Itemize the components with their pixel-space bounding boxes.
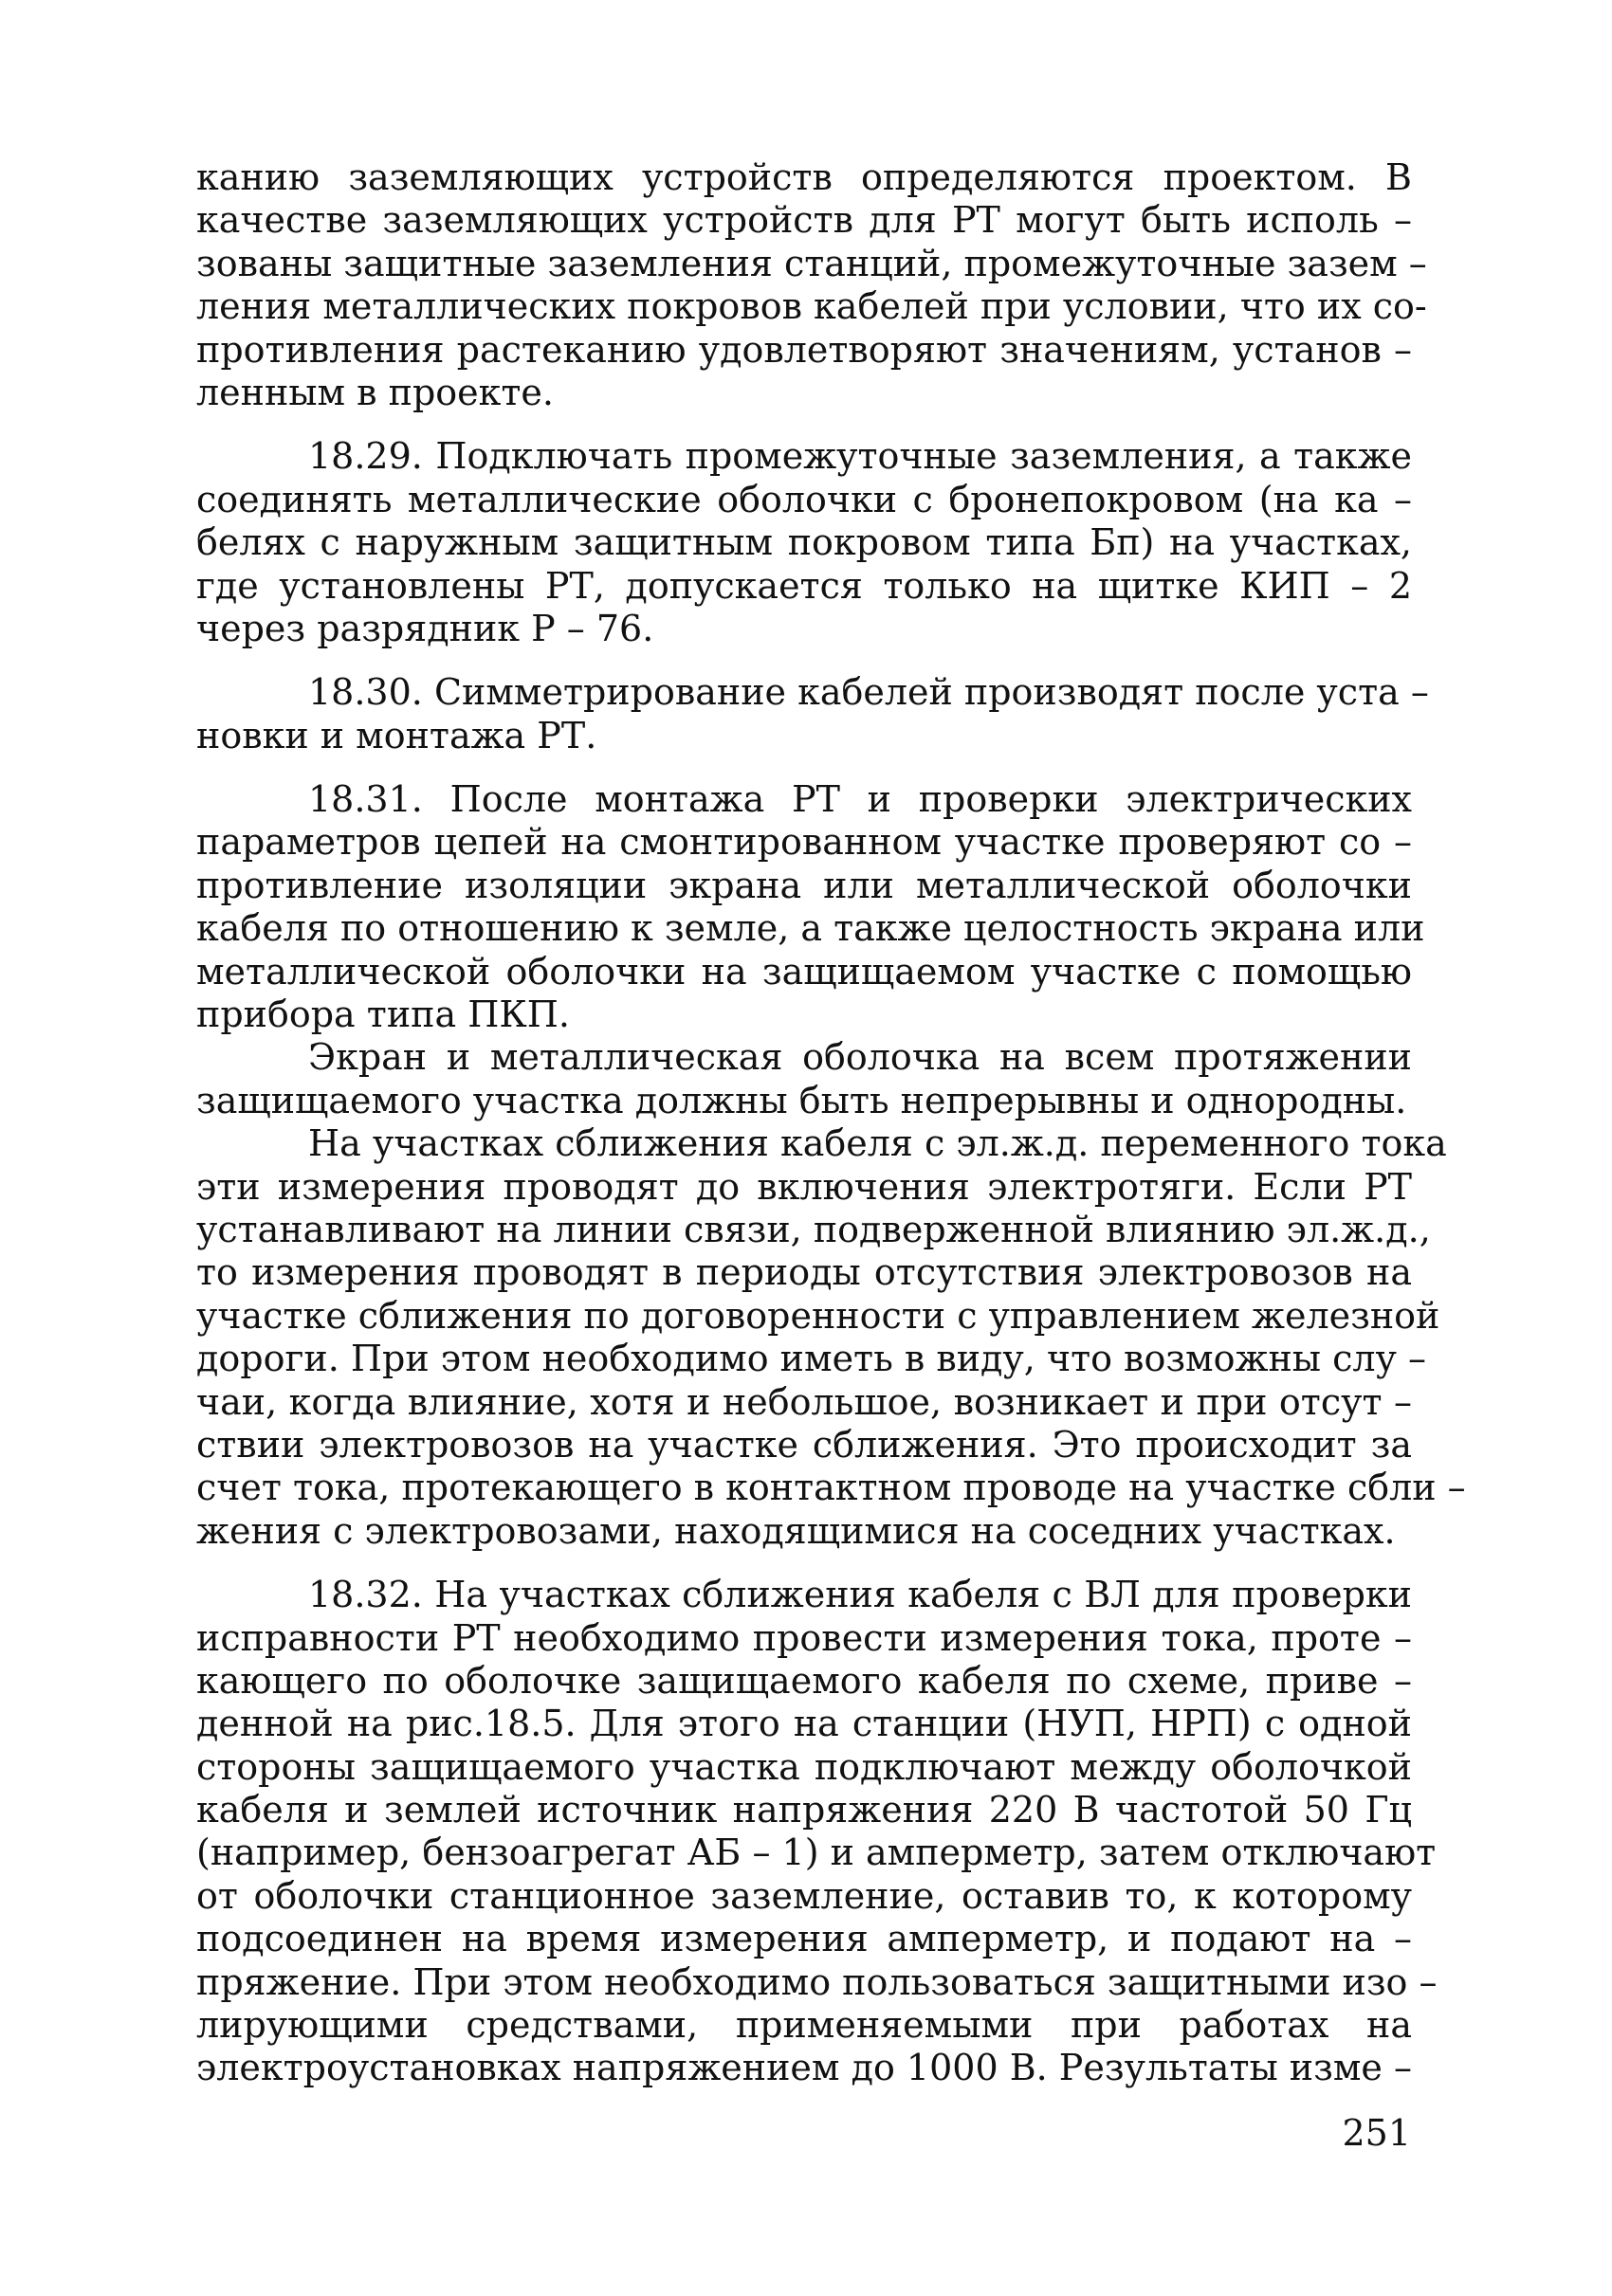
text-line: устанавливают на линии связи, подверженной влиянию эл.ж.д.,	[196, 1208, 1431, 1250]
text-line: пряжение. При этом необходимо пользоваться защитными изо –	[196, 1960, 1438, 2003]
text-line: через разрядник Р – 76.	[196, 607, 654, 649]
text-line: канию заземляющих устройств определяются проектом. В	[196, 156, 1412, 198]
text-line: 18.31. После монтажа РТ и проверки электрических	[308, 778, 1412, 821]
text-line: зованы защитные заземления станций, промежуточные зазем –	[196, 242, 1427, 284]
text-line: кабеля по отношению к земле, а также целостность экрана или	[196, 907, 1425, 950]
text-line: 18.29. Подключать промежуточные заземления, а также	[308, 435, 1412, 478]
paragraph-gap	[196, 1553, 1412, 1574]
text-line: подсоединен на время измерения амперметр, и подают на –	[196, 1918, 1412, 1960]
text-line: чаи, когда влияние, хотя и небольшое, возникает и при отсут –	[196, 1380, 1412, 1423]
text-line: стороны защищаемого участка подключают между оболочкой	[196, 1745, 1412, 1788]
text-line: эти измерения проводят до включения электротяги. Если РТ	[196, 1165, 1412, 1208]
page-body	[196, 156, 1466, 2090]
text-line: денной на рис.18.5. Для этого на станции (НУП, НРП) с одной	[196, 1703, 1412, 1745]
text-line: новки и монтажа РТ.	[196, 714, 597, 756]
paragraph-18-31	[196, 778, 1466, 1553]
text-line: параметров цепей на смонтированном участке проверяют со –	[196, 821, 1412, 864]
text-line: металлической оболочки на защищаемом участке с помощью	[196, 950, 1412, 993]
text-line: соединять металлические оболочки с бронепокровом (на ка –	[196, 478, 1412, 520]
text-line: защищаемого участка должны быть непрерывны и однородны.	[196, 1079, 1407, 1121]
text-line: исправности РТ необходимо провести измерения тока, проте –	[196, 1616, 1412, 1659]
paragraph-18-30	[196, 671, 1429, 757]
paragraph-18-29	[196, 435, 1412, 650]
text-line: кабеля и землей источник напряжения 220 В частотой 50 Гц	[196, 1789, 1412, 1831]
paragraph-gap	[196, 757, 1412, 778]
text-line: ствии электровозов на участке сближения. Это происходит за	[196, 1423, 1412, 1466]
text-line: (например, бензоагрегат АБ – 1) и амперметр, затем отключают	[196, 1831, 1437, 1874]
paragraph-18-32	[196, 1574, 1438, 2090]
text-line: кающего по оболочке защищаемого кабеля по схеме, приве –	[196, 1659, 1412, 1702]
text-line: жения с электровозами, находящимися на соседних участках.	[196, 1509, 1396, 1552]
text-line: противления растеканию удовлетворяют значениям, установ –	[196, 328, 1412, 371]
paragraph-gap	[196, 414, 1412, 435]
text-line: то измерения проводят в периоды отсутствия электровозов на	[196, 1251, 1412, 1294]
text-line: противление изоляции экрана или металлической оболочки	[196, 864, 1412, 906]
text-line: ления металлических покровов кабелей при условии, что их со-	[196, 285, 1427, 328]
text-line: прибора типа ПКП.	[196, 993, 570, 1036]
text-line: На участках сближения кабеля с эл.ж.д. переменного тока	[308, 1122, 1447, 1165]
text-line: 18.32. На участках сближения кабеля с ВЛ для проверки	[308, 1574, 1412, 1616]
text-line: электроустановках напряжением до 1000 В. Результаты изме –	[196, 2047, 1412, 2089]
paragraph-gap	[196, 650, 1412, 671]
page-number: 251	[1342, 2112, 1411, 2154]
text-line: белях с наружным защитным покровом типа Бп) на участках,	[196, 521, 1412, 564]
text-line: ленным в проекте.	[196, 371, 554, 413]
text-line: 18.30. Симметрирование кабелей производят после уста –	[308, 671, 1429, 714]
text-line: счет тока, протекающего в контактном проводе на участке сбли –	[196, 1467, 1466, 1509]
text-line: дороги. При этом необходимо иметь в виду, что возможны слу –	[196, 1338, 1426, 1380]
text-line: лирующими средствами, применяемыми при работах на	[196, 2004, 1412, 2047]
text-line: Экран и металлическая оболочка на всем протяжении	[308, 1036, 1412, 1079]
text-line: от оболочки станционное заземление, оставив то, к которому	[196, 1874, 1412, 1917]
text-line: участке сближения по договоренности с управлением железной	[196, 1294, 1440, 1337]
text-line: качестве заземляющих устройств для РТ могут быть исполь –	[196, 199, 1412, 242]
text-line: где установлены РТ, допускается только на щитке КИП – 2	[196, 564, 1412, 607]
paragraph-continuation	[196, 156, 1427, 414]
